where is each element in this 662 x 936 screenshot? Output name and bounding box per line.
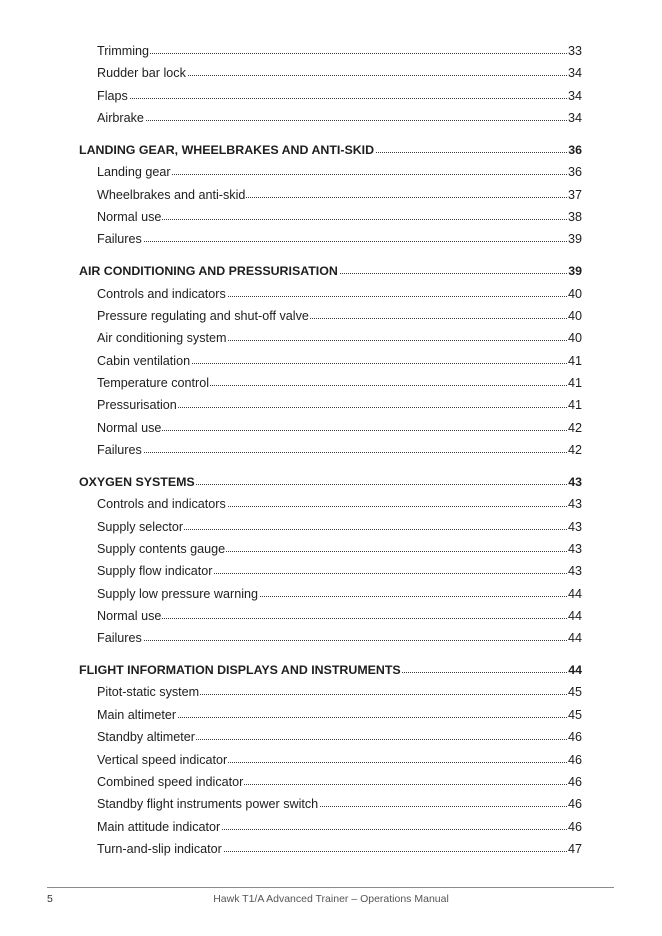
toc-entry[interactable] (0, 85, 662, 107)
toc-entry-title: Flaps (97, 85, 129, 107)
toc-entry[interactable] (0, 161, 662, 183)
toc-entry-page-number: 44 (567, 659, 582, 681)
toc-entry[interactable] (0, 793, 662, 815)
toc-entry-title: Supply low pressure warning (97, 583, 259, 605)
toc-entry-page-number: 46 (567, 771, 582, 793)
footer-document-title: Hawk T1/A Advanced Trainer – Operations Manual (213, 893, 449, 905)
toc-entry-title: Pitot-static system (97, 681, 200, 703)
toc-entry-page-number: 39 (567, 228, 582, 250)
toc-entry-title: Failures (97, 627, 143, 649)
toc-entry-title: Main attitude indicator (97, 816, 221, 838)
dot-leader (97, 430, 567, 431)
toc-entry-page-number: 45 (567, 681, 582, 703)
toc-section-entry[interactable] (0, 139, 662, 161)
toc-entry-title: Cabin ventilation (97, 350, 191, 372)
toc-entry-title: Air conditioning system (97, 327, 228, 349)
toc-entry-title: Failures (97, 228, 143, 250)
dot-leader (97, 640, 567, 641)
toc-entry-title: LANDING GEAR, WHEELBRAKES AND ANTI-SKID (79, 139, 375, 161)
dot-leader (97, 219, 567, 220)
toc-entry[interactable] (0, 350, 662, 372)
toc-entry-page-number: 34 (567, 107, 582, 129)
toc-entry-page-number: 37 (567, 184, 582, 206)
toc-entry[interactable] (0, 206, 662, 228)
toc-entry-title: Pressure regulating and shut-off valve (97, 305, 310, 327)
toc-entry-title: Normal use (97, 417, 162, 439)
toc-entry[interactable] (0, 605, 662, 627)
toc-entry-page-number: 36 (567, 139, 582, 161)
toc-entry-page-number: 42 (567, 439, 582, 461)
toc-entry-title: Airbrake (97, 107, 145, 129)
toc-entry-title: Landing gear (97, 161, 172, 183)
toc-entry-page-number: 36 (567, 161, 582, 183)
toc-entry-title: Pressurisation (97, 394, 178, 416)
toc-entry[interactable] (0, 516, 662, 538)
toc-entry[interactable] (0, 305, 662, 327)
dot-leader (97, 120, 567, 121)
toc-entry[interactable] (0, 372, 662, 394)
toc-section-entry[interactable] (0, 659, 662, 681)
toc-entry-page-number: 34 (567, 62, 582, 84)
toc-entry-title: Main altimeter (97, 704, 177, 726)
toc-entry[interactable] (0, 560, 662, 582)
toc-entry[interactable] (0, 816, 662, 838)
toc-entry-page-number: 40 (567, 283, 582, 305)
toc-entry-page-number: 43 (567, 560, 582, 582)
toc-entry-page-number: 41 (567, 350, 582, 372)
toc-entry-page-number: 46 (567, 726, 582, 748)
toc-entry[interactable] (0, 327, 662, 349)
dot-leader (97, 241, 567, 242)
toc-entry-page-number: 45 (567, 704, 582, 726)
toc-entry-page-number: 39 (567, 260, 582, 282)
dot-leader (97, 618, 567, 619)
toc-entry[interactable] (0, 40, 662, 62)
toc-entry-title: Vertical speed indicator (97, 749, 228, 771)
toc-entry-title: Normal use (97, 206, 162, 228)
toc-entry[interactable] (0, 283, 662, 305)
toc-entry-page-number: 43 (567, 471, 582, 493)
dot-leader (97, 53, 567, 54)
toc-entry[interactable] (0, 627, 662, 649)
toc-entry-title: Turn-and-slip indicator (97, 838, 223, 860)
toc-entry-title: Combined speed indicator (97, 771, 244, 793)
toc-entry-title: Wheelbrakes and anti-skid (97, 184, 246, 206)
toc-entry[interactable] (0, 417, 662, 439)
toc-entry-page-number: 44 (567, 627, 582, 649)
toc-entry-page-number: 46 (567, 749, 582, 771)
toc-entry[interactable] (0, 493, 662, 515)
footer-divider (47, 887, 614, 888)
toc-entry[interactable] (0, 228, 662, 250)
toc-entry-page-number: 42 (567, 417, 582, 439)
toc-entry[interactable] (0, 538, 662, 560)
toc-entry-title: Trimming (97, 40, 150, 62)
toc-entry[interactable] (0, 583, 662, 605)
toc-entry-page-number: 43 (567, 493, 582, 515)
toc-entry[interactable] (0, 394, 662, 416)
toc-entry-title: Standby flight instruments power switch (97, 793, 319, 815)
toc-entry-page-number: 44 (567, 605, 582, 627)
toc-entry-page-number: 46 (567, 793, 582, 815)
toc-entry-page-number: 43 (567, 538, 582, 560)
toc-entry-title: Standby altimeter (97, 726, 196, 748)
dot-leader (97, 452, 567, 453)
toc-entry-page-number: 38 (567, 206, 582, 228)
toc-entry[interactable] (0, 838, 662, 860)
toc-entry-title: OXYGEN SYSTEMS (79, 471, 196, 493)
toc-entry[interactable] (0, 704, 662, 726)
toc-entry-page-number: 44 (567, 583, 582, 605)
toc-entry-title: Supply selector (97, 516, 184, 538)
toc-entry-page-number: 41 (567, 372, 582, 394)
toc-entry[interactable] (0, 62, 662, 84)
toc-entry-title: Supply contents gauge (97, 538, 226, 560)
toc-entry-page-number: 33 (567, 40, 582, 62)
toc-entry-title: AIR CONDITIONING AND PRESSURISATION (79, 260, 339, 282)
toc-entry-page-number: 47 (567, 838, 582, 860)
toc-entry-title: Failures (97, 439, 143, 461)
toc-entry-title: Rudder bar lock (97, 62, 187, 84)
toc-entry[interactable] (0, 726, 662, 748)
toc-entry[interactable] (0, 184, 662, 206)
toc-section-entry[interactable] (0, 260, 662, 282)
toc-entry-page-number: 41 (567, 394, 582, 416)
footer-page-number: 5 (47, 893, 53, 905)
toc-section-entry[interactable] (0, 471, 662, 493)
dot-leader (97, 98, 567, 99)
toc-entry[interactable] (0, 681, 662, 703)
toc-entry-page-number: 43 (567, 516, 582, 538)
toc-entry-title: Temperature control (97, 372, 210, 394)
toc-entry-title: Controls and indicators (97, 283, 227, 305)
toc-entry[interactable] (0, 749, 662, 771)
toc-entry-page-number: 34 (567, 85, 582, 107)
toc-entry[interactable] (0, 107, 662, 129)
toc-entry-title: Controls and indicators (97, 493, 227, 515)
toc-entry-title: FLIGHT INFORMATION DISPLAYS AND INSTRUMENTS (79, 659, 402, 681)
toc-entry-title: Normal use (97, 605, 162, 627)
toc-entry-page-number: 40 (567, 305, 582, 327)
toc-entry-title: Supply flow indicator (97, 560, 214, 582)
toc-entry-page-number: 46 (567, 816, 582, 838)
toc-entry[interactable] (0, 439, 662, 461)
toc-entry-page-number: 40 (567, 327, 582, 349)
toc-entry[interactable] (0, 771, 662, 793)
